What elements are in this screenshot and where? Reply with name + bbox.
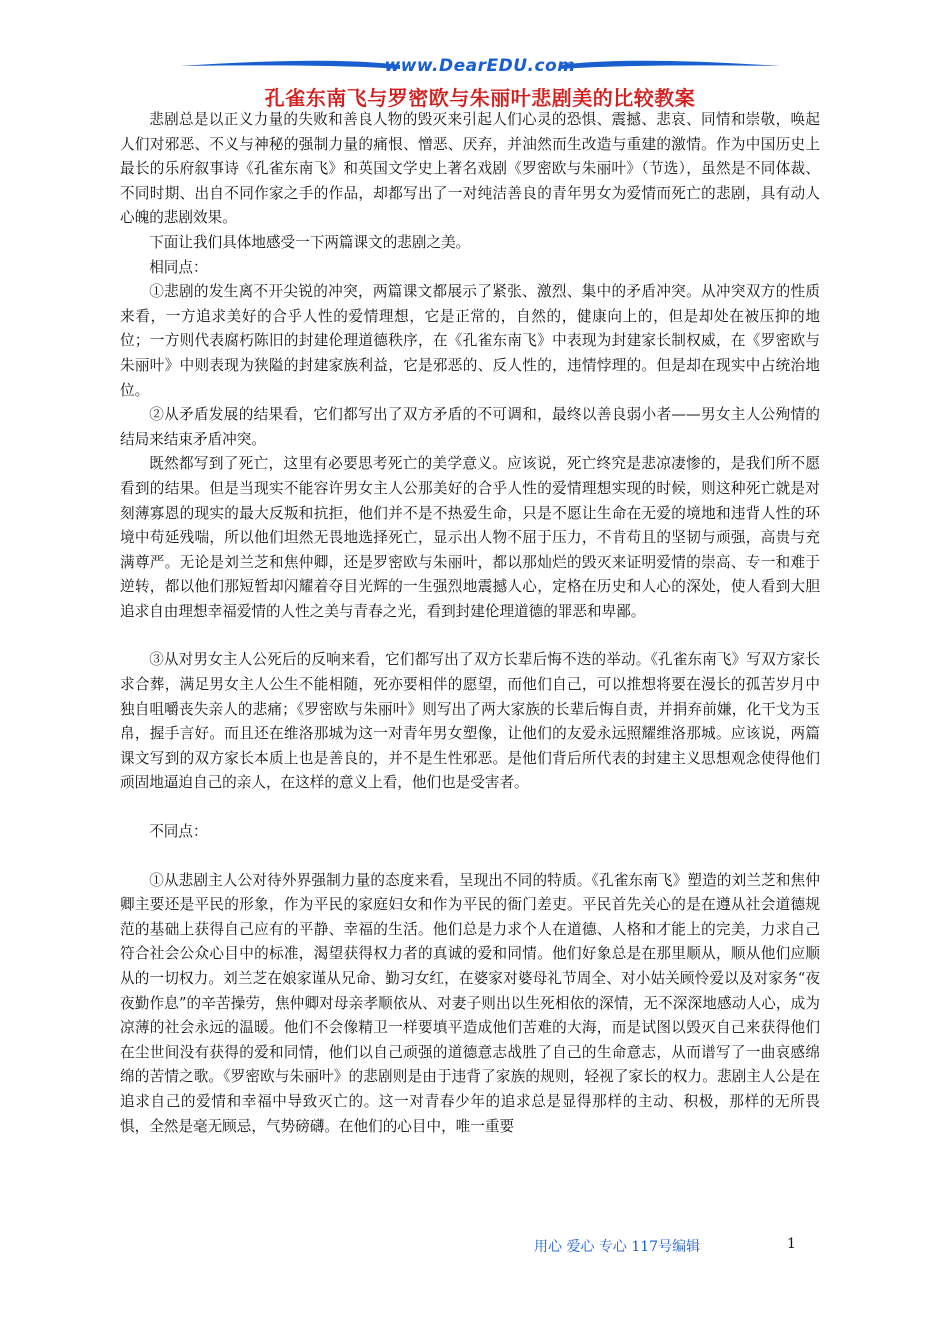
paragraph-difference-1: ①从悲剧主人公对待外界强制力量的态度来看，呈现出不同的特质。《孔雀东南飞》塑造的刘兰芝和焦仲卿主要还是平民的形象，作为平民的家庭妇女和作为平民的衙门差吏。平民首先关心的是在遵从社会道德规范的基础上获得自己应有的平静、幸福的生活。他们总是力求个人在道德、人格和才能上的完美，力求自己符合社会公众心目中的标准，渴望获得权力者的真诚的爱和同情。他们好象总是在那里顺从，顺从他们应顺从的一切权力。刘兰芝在娘家谨从兄命、勤习女红，在婆家对婆母礼节周全、对小姑关顾怜爱以及对家务“夜夜勤作息”的辛苦操劳，焦仲卿对母亲孝顺依从、对妻子则出以生死相依的深情，无不深深地感动人心，成为凉薄的社会永远的温暖。他们不会像精卫一样要填平造成他们苦难的大海，而是试图以毁灭自己来获得他们在尘世间没有获得的爱和同情，他们以自己顽强的道德意志战胜了自己的生命意志，从而谱写了一曲哀感绵绵的苦情之歌。《罗密欧与朱丽叶》的悲剧则是由于违背了家族的规则，轻视了家长的权力。悲剧主人公是在追求自己的爱情和幸福中导致灭亡的。这一对青春少年的追求总是显得那样的主动、积极，那样的无所畏惧，全然是毫无顾忌，气势磅礴。在他们的心目中，唯一重要 — [120, 871, 820, 1135]
heading-similarities: 相同点： — [149, 258, 208, 276]
paragraph-similarity-1: ①悲剧的发生离不开尖锐的冲突，两篇课文都展示了紧张、激烈、集中的矛盾冲突。从冲突双方的性质来看，一方追求美好的合乎人性的爱情理想，它是正常的，自然的，健康向上的，但是却处在被压抑的地位；一方则代表腐朽陈旧的封建伦理道德秩序，在《孔雀东南飞》中表现为封建家长制权威，在《罗密欧与朱丽叶》中则表现为狭隘的封建家族利益，它是邪恶的、反人性的，违情悖理的。但是却在现实中占统治地位。 — [120, 283, 820, 399]
heading-differences: 不同点： — [149, 823, 208, 841]
document-body — [120, 108, 820, 1139]
page-number: 1 — [787, 1236, 796, 1252]
site-url[interactable]: www.DearEDU.com — [384, 56, 576, 76]
paragraph-similarity-2: ②从矛盾发展的结果看，它们都写出了双方矛盾的不可调和，最终以善良弱小者——男女主人公殉情的结局来结束矛盾冲突。 — [120, 406, 820, 448]
footer-text: 用心 爱心 专心 117号编辑 — [534, 1239, 701, 1255]
paragraph-similarity-3: ③从对男女主人公死后的反响来看，它们都写出了双方长辈后悔不迭的举动。《孔雀东南飞》写双方家长求合葬，满足男女主人公生不能相随，死亦要相伴的愿望，而他们自己，可以推想将要在漫长的孤苦岁月中独自咀嚼丧失亲人的悲痛；《罗密欧与朱丽叶》则写出了两大家族的长辈后悔自责，并捐弃前嫌，化干戈为玉帛，握手言好。而且还在维洛那城为这一对青年男女塑像，让他们的友爱永远照耀维洛那城。应该说，两篇课文写到的双方家长本质上也是善良的，并不是生性邪恶。是他们背后所代表的封建主义思想观念使得他们顽固地逼迫自己的亲人，在这样的意义上看，他们也是受害者。 — [120, 651, 820, 792]
site-header — [170, 52, 790, 82]
paragraph-death-meaning: 既然都写到了死亡，这里有必要思考死亡的美学意义。应该说，死亡终究是悲凉凄惨的，是我们所不愿看到的结果。但是当现实不能容许男女主人公那美好的合乎人性的爱情理想实现的时候，则这种死亡就是对刻薄寡恩的现实的最大反叛和抗拒，他们并不是不热爱生命，只是不愿让生命在无爱的境地和违背人性的环境中苟延残喘，所以他们坦然无畏地选择死亡，显示出人物不屈于压力，不肯苟且的坚韧与顽强，高贵与充满尊严。无论是刘兰芝和焦仲卿，还是罗密欧与朱丽叶，都以那灿烂的毁灭来证明爱情的崇高、专一和难于逆转，都以他们那短暂却闪耀着夺目光辉的一生强烈地震撼人心，定格在历史和人心的深处，使人看到大胆追求自由理想幸福爱情的人性之美与青春之光，看到封建伦理道德的罪恶和卑鄙。 — [120, 455, 820, 620]
document-title: 孔雀东南飞与罗密欧与朱丽叶悲剧美的比较教案 — [264, 86, 696, 110]
paragraph-intro: 悲剧总是以正义力量的失败和善良人物的毁灭来引起人们心灵的恐惧、震撼、悲哀、同情和崇敬，唤起人们对邪恶、不义与神秘的强制力量的痛恨、憎恶、厌弃，并油然而生改造与重建的激情。作为中国历史上最长的乐府叙事诗《孔雀东南飞》和英国文学史上著名戏剧《罗密欧与朱丽叶》（节选），虽然是不同体裁、不同时期、出自不同作家之手的作品，却都写出了一对纯洁善良的青年男女为爱情而死亡的悲剧，具有动人心魄的悲剧效果。 — [120, 111, 820, 227]
paragraph-transition: 下面让我们具体地感受一下两篇课文的悲剧之美。 — [149, 233, 471, 251]
